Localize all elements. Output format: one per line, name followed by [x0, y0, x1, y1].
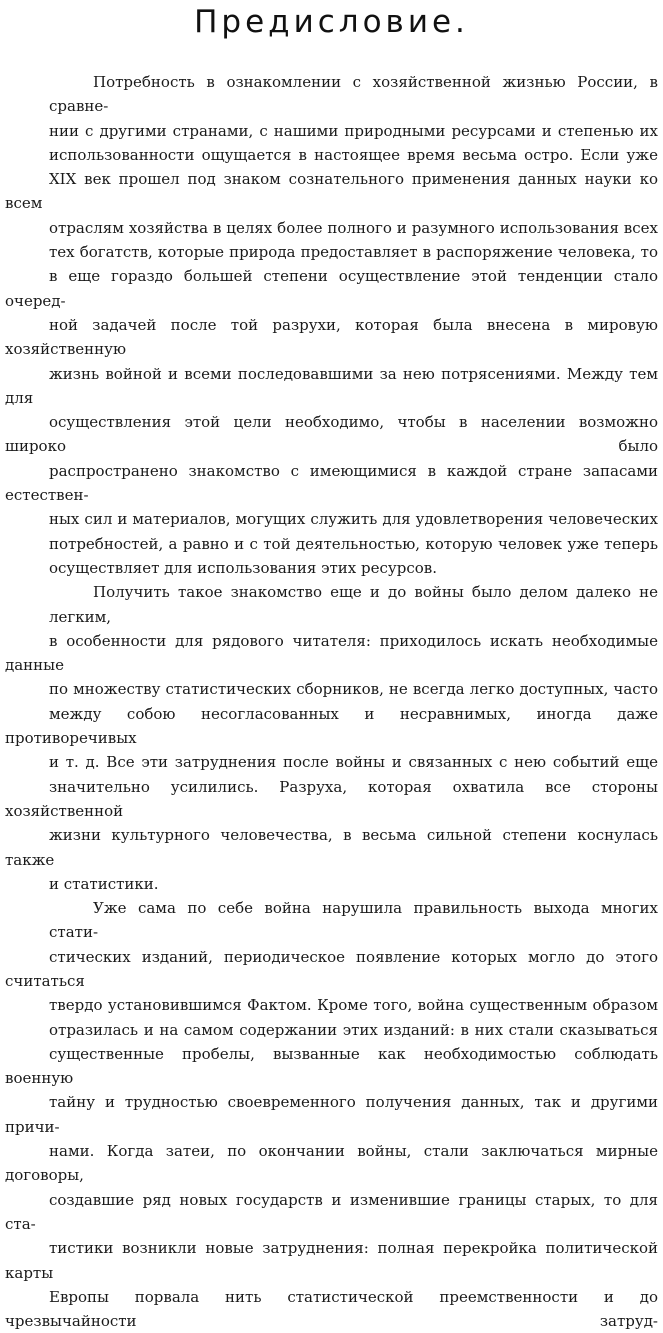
text-line: тех богатств, которые природа предоставляет в распоряжение человека, то: [49, 243, 658, 262]
text-line: существенные пробелы, вызванные как необходимостью соблюдать военную: [5, 1044, 658, 1088]
text-line: осуществления этой цели необходимо, чтобы в населении возможно широко было: [5, 413, 658, 456]
text-line: потребностей, а равно и с той деятельностью, которую человек уже теперь: [49, 534, 658, 553]
text-line: жизнь войной и всеми последовавшими за нею потрясениями. Между тем для: [5, 364, 658, 407]
text-line: тайну и трудностью своевременного получения данных, так и другими причи-: [5, 1093, 658, 1136]
text-line: жизни культурного человечества, в весьма сильной степени коснулась также: [5, 826, 658, 869]
text-line: нами. Когда затеи, по окончании войны, стали заключаться мирные договоры,: [5, 1142, 658, 1185]
text-line: в еще гораздо большей степени осуществление этой тенденции стало очеред-: [5, 267, 658, 310]
text-line: Европы порвала нить статистической преемственности и до чрезвычайности затруд-: [5, 1287, 658, 1331]
paragraph-2: [5, 580, 658, 896]
text-line: в особенности для рядового читателя: приходилось искать необходимые данные: [5, 631, 658, 675]
page-title: Предисловие.: [194, 4, 469, 40]
text-line: нии с другими странами, с нашими природными ресурсами и степенью их: [49, 121, 658, 140]
text-line: распространено знакомство с имеющимися в каждой стране запасами естествен-: [5, 461, 658, 505]
text-line: осуществляет для использования этих ресурсов.: [49, 558, 437, 577]
text-line: отразилась и на самом содержании этих изданий: в них стали сказываться: [49, 1020, 658, 1039]
text-line: между собою несогласованных и несравнимых, иногда даже противоречивых: [5, 704, 658, 748]
text-line: Уже сама по себе война нарушила правильность выхода многих стати-: [49, 899, 658, 942]
text-line: твердо установившимся Фактом. Кроме того, война существенным образом: [49, 996, 658, 1015]
text-line: отраслям хозяйства в целях более полного и разумного использования всех: [49, 218, 658, 237]
text-line: и т. д. Все эти затруднения после войны и связанных с нею событий еще: [49, 753, 658, 772]
text-line: использованности ощущается в настоящее время весьма остро. Если уже: [49, 145, 658, 164]
preface-body: [5, 70, 658, 1333]
text-line: XIX век прошел под знаком сознательного применения данных науки ко всем: [5, 170, 658, 213]
text-line: по множеству статистических сборников, не всегда легко доступных, часто: [49, 680, 658, 699]
text-line: ной задачей после той разрухи, которая была внесена в мировую хозяйственную: [5, 315, 658, 359]
text-line: создавшие ряд новых государств и изменившие границы старых, то для ста-: [5, 1190, 658, 1233]
text-line: Потребность в ознакомлении с хозяйственной жизнью России, в сравне-: [49, 73, 658, 116]
text-line: тистики возникли новые затруднения: полная перекройка политической карты: [5, 1239, 658, 1282]
text-line: ных сил и материалов, могущих служить для удовлетворения человеческих: [49, 510, 658, 529]
text-line: стических изданий, периодическое появление которых могло до этого считаться: [5, 947, 658, 990]
text-line: значительно усилились. Разруха, которая охватила все стороны хозяйственной: [5, 777, 658, 820]
paragraph-1: [5, 70, 658, 580]
text-line: и статистики.: [49, 874, 159, 893]
paragraph-3: [5, 896, 658, 1333]
text-line: Получить такое знакомство еще и до войны было делом далеко не легким,: [49, 583, 658, 626]
